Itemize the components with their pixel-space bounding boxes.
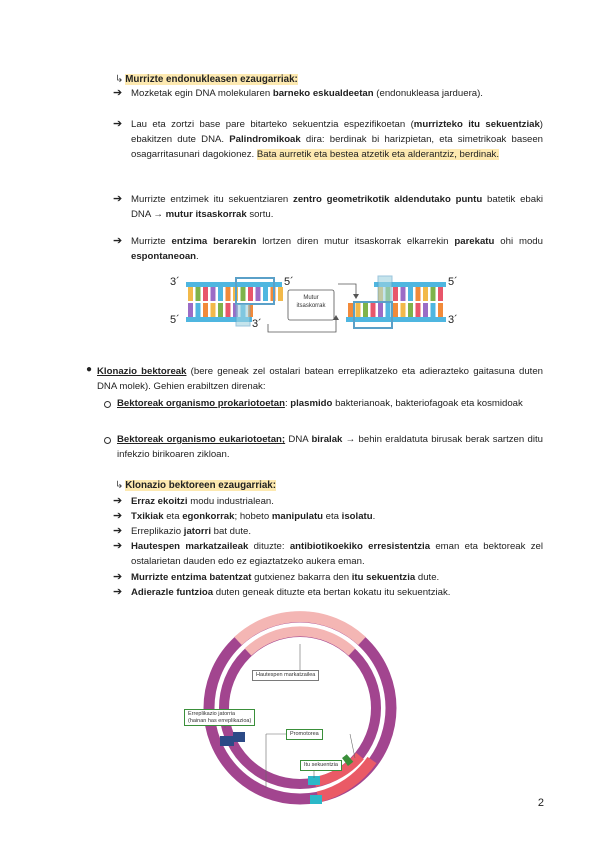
dna-base-pair [203, 287, 208, 301]
label-5-left: 5´ [170, 314, 180, 326]
klonazio-eukariotoak: Bektoreak organismo eukariotoetan; DNA biralak → behin eraldatuta birusak berak sartzen ditu infekzio birikoaren zikloan. [117, 434, 543, 460]
dna-base-pair [408, 303, 413, 317]
dna-base-pair [203, 303, 208, 317]
dna-base-pair [393, 287, 398, 301]
dna-base-pair [431, 303, 436, 317]
section2-item-3: Erreplikazio jatorri bat dute. [131, 526, 252, 537]
dna-base-pair [188, 287, 193, 301]
hook-arrow-icon: ↳ [115, 480, 124, 491]
label-itu-sekuentzia: Itu sekuentzia [300, 760, 342, 771]
bullet-icon: ● [86, 364, 93, 375]
circle-bullet-icon [104, 437, 111, 444]
arrow-icon: ➔ [113, 118, 123, 130]
dna-sticky-ends-figure [168, 272, 458, 336]
section1-item-2: Lau eta zortzi base pare bitarteko sekuentzia espezifikoetan (murrizteko itu sekuentziak) ebakitzen dute DNA. Palindromikoak dira: berdinak bi harizpietan, eta simetrikoak baseen osagarritasunari dagokionez. Bata aurretik eta bestea atzetik eta alderantziz, berdinak. [131, 119, 543, 160]
dna-base-pair [401, 303, 406, 317]
label-hautespen-markatzailea: Hautespen markatzailea [252, 670, 319, 681]
dna-base-pair [211, 287, 216, 301]
dna-base-pair [423, 303, 428, 317]
dna-base-pair [226, 303, 231, 317]
dna-base-pair [378, 303, 383, 317]
label-3-left: 3´ [170, 276, 180, 288]
dna-base-pair [401, 287, 406, 301]
section1-title: ↳ Murrizte endonukleasen ezaugarriak: [115, 74, 298, 85]
dna-base-pair [393, 303, 398, 317]
dna-base-pair [408, 287, 413, 301]
dna-base-pair [363, 303, 368, 317]
dna-base-pair [256, 287, 261, 301]
section2-item-2: Txikiak eta egonkorrak; hobeto manipulatu eta isolatu. [131, 511, 376, 522]
dna-base-pair [241, 287, 246, 301]
dna-base-pair [438, 303, 443, 317]
arrow-icon: ➔ [113, 495, 123, 507]
page-number: 2 [537, 797, 544, 809]
klonazio-paragraph: Klonazio bektoreak (bere geneak zel ostalari batean erreplikatzeko eta adierazteko gaitasuna duten DNA molek). Gehien erabiltzen direnak: [97, 366, 543, 392]
section1-item-4: Murrizte entzima berarekin lortzen diren mutur itsaskorrak elkarrekin parekatu ohi modu espontaneoan. [131, 236, 543, 262]
section1-item-1: Mozketak egin DNA molekularen barneko eskualdeetan (endonukleasa jarduera). [131, 88, 483, 99]
section2-item-4: Hautespen markatzaileak dituzte: antibiotikoekiko erresistentzia eman eta bektoreak zel ostalarietan dauden edo ez egiaztatzeko aukera eman. [131, 541, 543, 567]
dna-base-pair [431, 287, 436, 301]
dna-base-pair [371, 303, 376, 317]
arrow-icon: ➔ [113, 87, 123, 99]
dna-base-pair [356, 303, 361, 317]
arrow-icon: ➔ [113, 571, 123, 583]
klonazio-prokariotoak: Bektoreak organismo prokariotoetan: plasmido bakterianoak, bakteriofagoak eta kosmidoak [117, 398, 523, 409]
dna-base-pair [226, 287, 231, 301]
dna-base-pair [416, 287, 421, 301]
dna-base-pair [416, 303, 421, 317]
plasmid-diagram [188, 608, 400, 808]
section2-item-6: Adierazle funtzioa duten geneak dituzte eta bertan kokatu itu sekuentziak. [131, 587, 451, 598]
label-5-mid: 5´ [284, 276, 294, 288]
label-promotorea: Promotorea [286, 729, 323, 740]
dna-base-pair [196, 303, 201, 317]
dna-base-pair [438, 287, 443, 301]
section2-item-1: Erraz ekoitzi modu industrialean. [131, 496, 274, 507]
label-5-right: 5´ [448, 276, 458, 288]
dna-base-pair [348, 303, 353, 317]
dna-base-pair [248, 287, 253, 301]
dna-base-pair [423, 287, 428, 301]
dna-base-pair [188, 303, 193, 317]
label-erreplikazio-jatorria: Erreplikazio jatorria (hainan has erreplikazioa) [184, 709, 255, 726]
sticky-ends-box: Mutur itsaskorrak [296, 295, 326, 309]
dna-base-pair [218, 287, 223, 301]
arrow-icon: ➔ [113, 540, 123, 552]
section2-item-5: Murrizte entzima batentzat gutxienez bakarra den itu sekuentzia dute. [131, 572, 440, 583]
section2-title: ↳ Klonazio bektoreen ezaugarriak: [115, 480, 277, 491]
arrow-icon: ➔ [113, 235, 123, 247]
arrow-icon: ➔ [113, 586, 123, 598]
circle-bullet-icon [104, 401, 111, 408]
label-3-right: 3´ [448, 314, 458, 326]
dna-base-pair [211, 303, 216, 317]
section1-item-3: Murrizte entzimek itu sekuentziaren zentro geometrikotik aldendutako puntu batetik ebaki DNA → mutur itsaskorrak sortu. [131, 194, 544, 220]
arrow-icon: ➔ [113, 510, 123, 522]
label-3-mid: 3´ [252, 318, 262, 330]
hook-arrow-icon: ↳ [115, 74, 124, 85]
arrow-icon: ➔ [113, 193, 123, 205]
dna-base-pair [263, 287, 268, 301]
dna-base-pair [196, 287, 201, 301]
dna-base-pair [218, 303, 223, 317]
dna-base-pair [386, 303, 391, 317]
dna-base-pair [278, 287, 283, 301]
arrow-icon: ➔ [113, 525, 123, 537]
